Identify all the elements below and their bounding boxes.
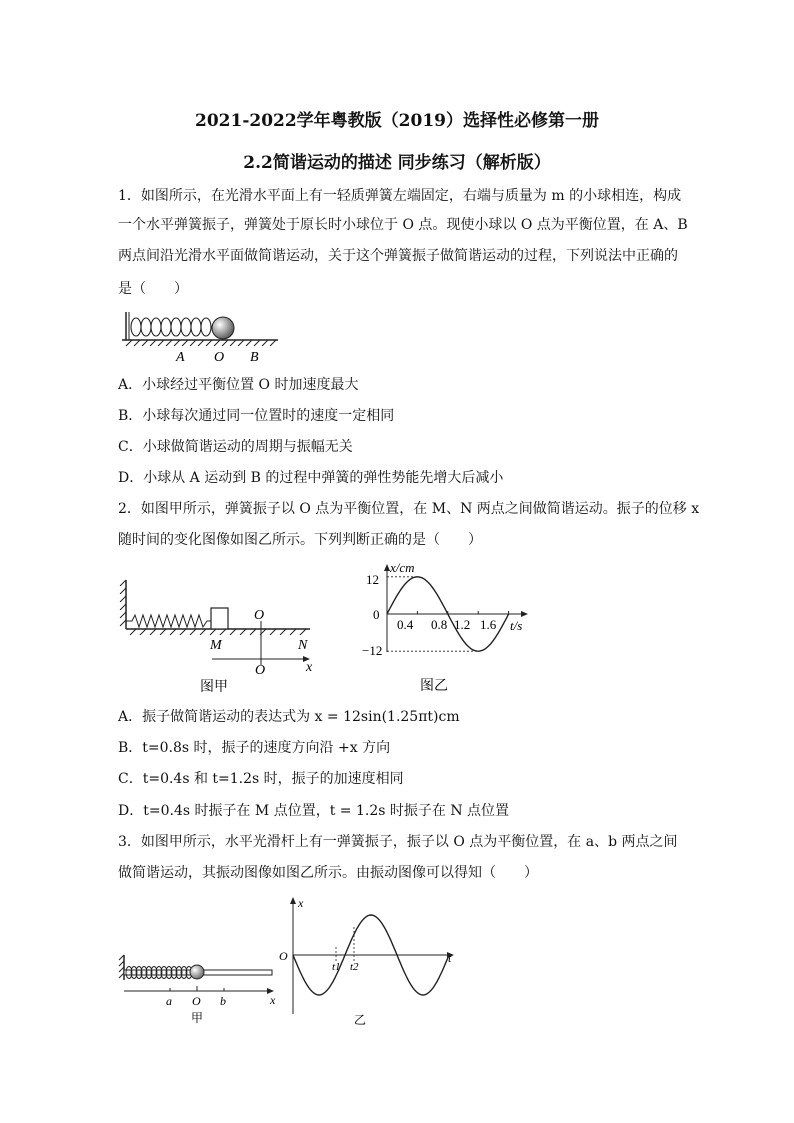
t-axis-label: t — [448, 951, 452, 965]
q1-stem-line: 一个水平弹簧振子，弹簧处于原长时小球位于 O 点。现使小球以 O 点为平衡位置，在 A、B — [118, 217, 688, 233]
label-o-bottom: O — [255, 663, 266, 678]
q1-stem-line: 1．如图所示，在光滑水平面上有一轻质弹簧左端固定，右端与质量为 m 的小球相连，构成 — [118, 188, 682, 204]
q1-option-d: D．小球从 A 运动到 B 的过程中弹簧的弹性势能先增大后减小 — [118, 470, 504, 486]
q3-stem-line: 做简谐运动，其振动图像如图乙所示。由振动图像可以得知（ ） — [118, 865, 538, 881]
caption-fig-b: 图乙 — [420, 679, 448, 694]
x-tick-label: 0.8 — [431, 617, 448, 632]
label-a: a — [166, 994, 172, 1008]
q2-option-a: A．振子做简谐运动的表达式为 x = 12sin(1.25πt)cm — [118, 709, 460, 725]
label-o: O — [192, 994, 201, 1008]
q2-figure-a — [118, 575, 333, 697]
t1-label: t1 — [332, 961, 341, 973]
label-a: A — [176, 350, 185, 365]
y-axis-label: x — [298, 896, 304, 910]
label-o-top: O — [254, 608, 265, 623]
q3-stem-line: 3．如图甲所示，水平光滑杆上有一弹簧振子，振子以 O 点为平衡位置，在 a、b 两点之间 — [118, 834, 678, 850]
q1-option-a: A．小球经过平衡位置 O 时加速度最大 — [118, 377, 359, 393]
label-x: x — [270, 993, 276, 1007]
x-tick-label: 1.6 — [480, 617, 497, 632]
block-icon — [211, 608, 228, 629]
q2-stem-line: 2．如图甲所示，弹簧振子以 O 点为平衡位置，在 M、N 两点之间做简谐运动。振子的位移 x — [118, 501, 700, 517]
q3-figure-a — [118, 950, 283, 1025]
q3-xt-graph — [276, 892, 466, 1028]
caption-fig-a: 甲 — [191, 1011, 204, 1025]
q2-option-c: C．t=0.4s 和 t=1.2s 时，振子的加速度相同 — [118, 771, 404, 787]
q2-option-b: B．t=0.8s 时，振子的速度方向沿 +x 方向 — [118, 740, 391, 756]
q2-stem-line: 随时间的变化图像如图乙所示。下列判断正确的是（ ） — [118, 532, 482, 548]
caption-fig-b: 乙 — [354, 1013, 367, 1027]
caption-fig-a: 图甲 — [200, 680, 228, 695]
ball-icon — [212, 317, 234, 339]
q2-option-d: D．t=0.4s 时振子在 M 点位置，t = 1.2s 时振子在 N 点位置 — [118, 803, 510, 819]
q1-spring-figure — [118, 308, 288, 366]
origin-label: O — [279, 949, 288, 963]
x-tick-label: 0.4 — [397, 617, 414, 632]
x-tick-label: 1.2 — [454, 617, 471, 632]
t2-label: t2 — [350, 961, 359, 973]
document-subtitle: 2.2简谐运动的描述 同步练习（解析版） — [243, 153, 551, 173]
q1-option-b: B．小球每次通过同一位置时的速度一定相同 — [118, 408, 395, 424]
label-n: N — [298, 638, 308, 653]
q1-option-c: C．小球做简谐运动的周期与振幅无关 — [118, 439, 353, 455]
label-m: M — [210, 638, 222, 653]
label-b: B — [250, 350, 259, 365]
q1-stem-line: 是（ ） — [118, 281, 188, 297]
ball-icon — [190, 965, 204, 979]
y-tick-label: 0 — [373, 607, 380, 622]
document-title: 2021-2022学年粤教版（2019）选择性必修第一册 — [195, 111, 599, 131]
label-x: x — [306, 660, 313, 675]
q2-xt-graph — [352, 558, 542, 700]
y-tick-label: −12 — [362, 643, 383, 658]
y-axis-label: x/cm — [390, 560, 415, 575]
label-b: b — [220, 994, 226, 1008]
label-o: O — [214, 350, 225, 365]
y-tick-label: 12 — [366, 572, 379, 587]
q1-stem-line: 两点间沿光滑水平面做简谐运动，关于这个弹簧振子做简谐运动的过程，下列说法中正确的 — [118, 248, 678, 264]
x-axis-label: t/s — [510, 618, 523, 633]
